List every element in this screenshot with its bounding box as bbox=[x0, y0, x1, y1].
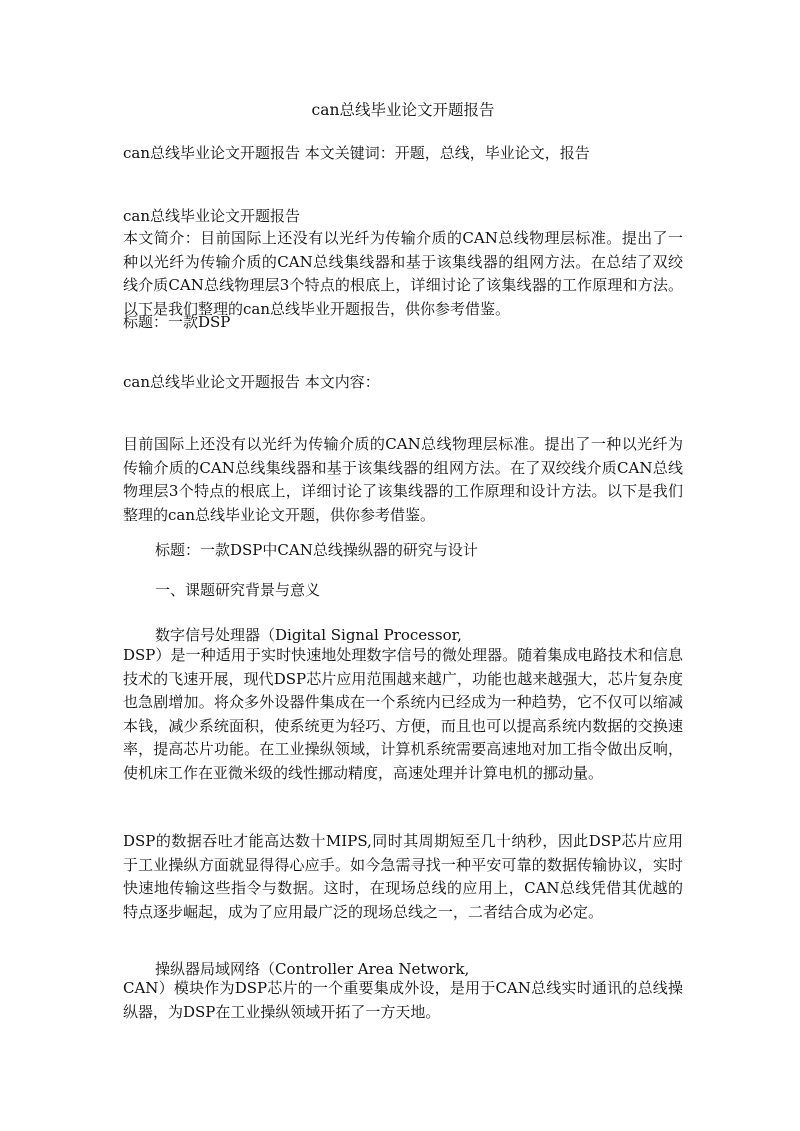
section-heading: 一、课题研究背景与意义 bbox=[155, 581, 321, 599]
summary-title: 标题：一款DSP bbox=[123, 313, 231, 331]
keywords-line: can总线毕业论文开题报告 本文关键词：开题，总线，毕业论文，报告 bbox=[123, 144, 590, 162]
content-heading: can总线毕业论文开题报告 本文内容： bbox=[123, 373, 380, 391]
subtitle: can总线毕业论文开题报告 bbox=[123, 207, 301, 225]
paragraph-can: CAN）模块作为DSP芯片的一个重要集成外设，是用于CAN总线实时通讯的总线操纵器，为DSP在工业操纵领域开拓了一方天地。 bbox=[123, 979, 683, 1021]
summary-paragraph: 本文简介：目前国际上还没有以光纤为传输介质的CAN总线物理层标准。提出了一种以光纤为传输介质的CAN总线集线器和基于该集线器的组网方法。在总结了双绞线介质CAN总线物理层3个特点的根底上，详细讨论了该集线器的工作原理和方法。以下是我们整理的can总线毕业开题报告，供你参考借鉴。 bbox=[123, 229, 683, 318]
paragraph-throughput: DSP的数据吞吐才能高达数十MIPS,同时其周期短至几十纳秒，因此DSP芯片应用于工业操纵方面就显得得心应手。如今急需寻找一种平安可靠的数据传输协议，实时快速地传输这些指令与数据。这时，在现场总线的应用上，CAN总线凭借其优越的特点逐步崛起，成为了应用最广泛的现场总线之一，二者结合成为必定。 bbox=[123, 832, 683, 921]
paragraph-dsp: DSP）是一种适用于实时快速地处理数字信号的微处理器。随着集成电路技术和信息技术的飞速开展，现代DSP芯片应用范围越来越广，功能也越来越强大，芯片复杂度也急剧增加。将众多外设器件集成在一个系统内已经成为一种趋势，它不仅可以缩减本钱，减少系统面积，使系统更为轻巧、方便，而且也可以提高系统内数据的交换速率，提高芯片功能。在工业操纵领域，计算机系统需要高速地对加工指令做出反响，使机床工作在亚微米级的线性挪动精度，高速处理并计算电机的挪动量。 bbox=[123, 646, 683, 782]
paragraph-dsp-first: 数字信号处理器（Digital Signal Processor, bbox=[155, 626, 462, 644]
document-title: can总线毕业论文开题报告 bbox=[311, 101, 495, 119]
paragraph-intro: 目前国际上还没有以光纤为传输介质的CAN总线物理层标准。提出了一种以光纤为传输介质的CAN总线集线器和基于该集线器的组网方法。在了双绞线介质CAN总线物理层3个特点的根底上，详细讨论了该集线器的工作原理和设计方法。以下是我们整理的can总线毕业论文开题，供你参考借鉴。 bbox=[123, 435, 683, 524]
paragraph-title: 标题：一款DSP中CAN总线操纵器的研究与设计 bbox=[155, 541, 478, 559]
paragraph-can-first: 操纵器局域网络（Controller Area Network, bbox=[155, 960, 470, 978]
